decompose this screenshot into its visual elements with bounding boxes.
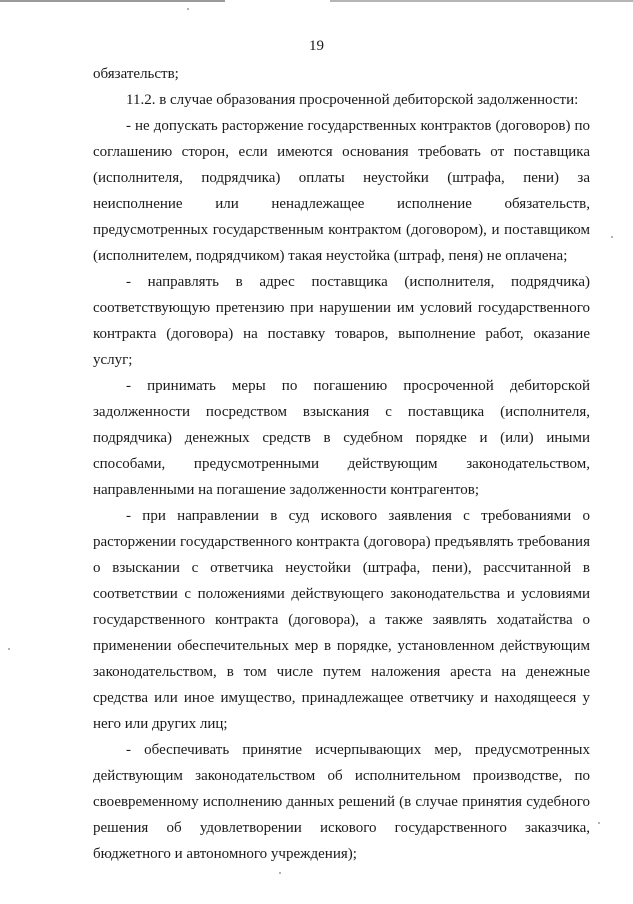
paragraph-11-2-heading: 11.2. в случае образования просроченной дебиторской задолженности:: [126, 92, 579, 108]
scan-edge-line-right: [330, 0, 633, 2]
paragraph-no-termination: - не допускать расторжение государственных контрактов (договоров) по соглашению сторон, если имеются основания требовать от поставщика (исполнителя, подрядчика) оплаты неустойки (штрафа, пени) за неисполнение или ненадлежащее исполнение обязательств, предусмотренных государственным контрактом (договором), и поставщиком (исполнителем, подрядчиком) такая неустойка (штраф, пеня) не оплачена;: [93, 118, 590, 264]
paragraph-ensure-enforcement: - обеспечивать принятие исчерпывающих мер, предусмотренных действующим законодательством об исполнительном производстве, по своевременному исполнению данных решений (в случае принятия судебного решения об удовлетворении искового государственного заказчика, бюджетного и автономного учреждения);: [93, 742, 590, 862]
scan-speck: [8, 648, 10, 650]
page-number: 19: [309, 38, 324, 54]
paragraph-take-measures: - принимать меры по погашению просроченной дебиторской задолженности посредством взыскания с поставщика (исполнителя, подрядчика) денежных средств в судебном порядке и (или) иными способами, предусмотренными действующим законодательством, направленными на погашение задолженности контрагентов;: [93, 378, 590, 498]
paragraph-obligations-end: обязательств;: [93, 66, 179, 82]
scan-edge-line-left: [0, 0, 225, 2]
scan-speck: [611, 236, 613, 238]
document-body: [93, 61, 590, 867]
scan-speck: [598, 822, 600, 824]
paragraph-send-claim: - направлять в адрес поставщика (исполнителя, подрядчика) соответствующую претензию при нарушении им условий государственного контракта (договора) на поставку товаров, выполнение работ, оказание услуг;: [93, 274, 590, 368]
scan-speck: [187, 8, 189, 10]
scan-speck: [279, 872, 281, 874]
paragraph-court-claim: - при направлении в суд искового заявления с требованиями о расторжении государственного контракта (договора) предъявлять требования о взыскании с ответчика неустойки (штрафа, пени), рассчитанной в соответствии с положениями действующего законодательства и условиями государственного контракта (договора), а также заявлять ходатайства о применении обеспечительных мер в порядке, установленном действующим законодательством, в том числе путем наложения ареста на денежные средства или иное имущество, принадлежащее ответчику и находящееся у него или других лиц;: [93, 508, 590, 732]
